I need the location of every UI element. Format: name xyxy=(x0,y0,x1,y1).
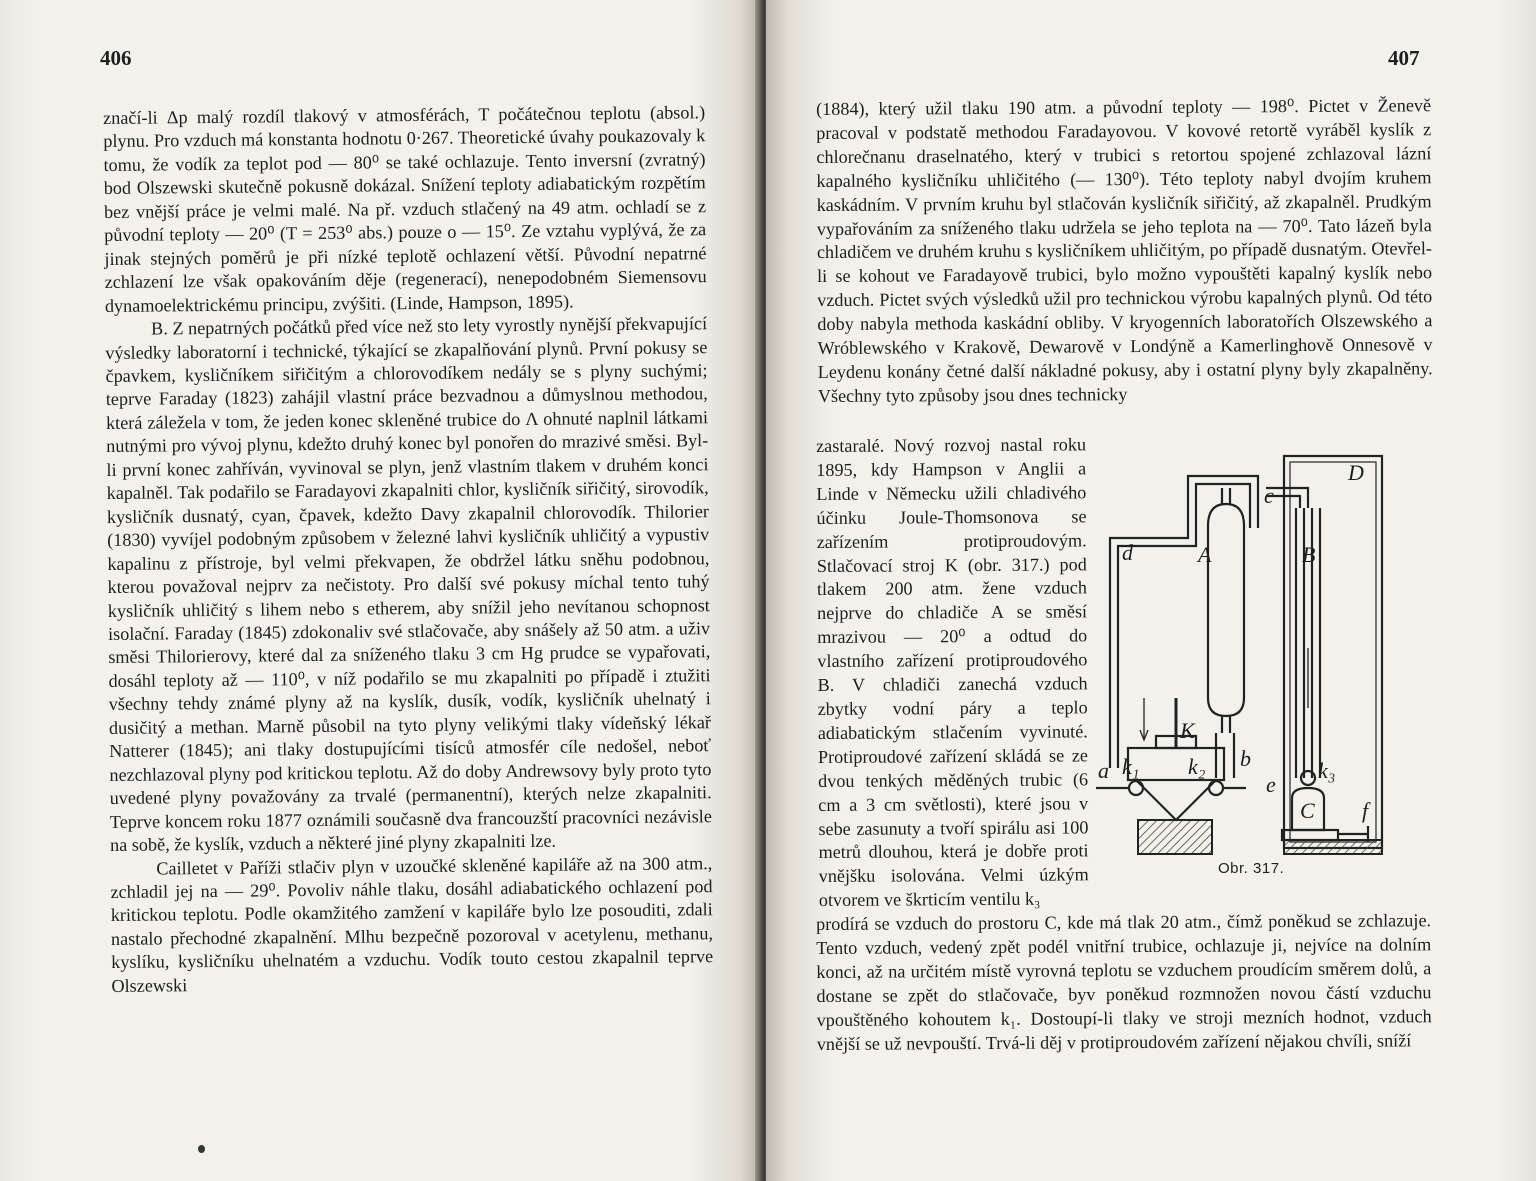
page-number: 407 xyxy=(1388,46,1420,70)
label-c-upper: C xyxy=(1300,798,1315,823)
label-b-lower: b xyxy=(1240,746,1251,771)
label-a-upper: A xyxy=(1198,542,1212,567)
figure-317-air-liquefaction-apparatus xyxy=(1096,448,1414,858)
label-k2: k₂ xyxy=(1188,754,1206,779)
paragraph: prodírá se vzduch do prostoru C, kde má tlak 20 atm., čímž poněkud se zchlazuje. Tento vzduch, vedený zpět podél vnitřní trubice, ochlazuje ji, nejvíce na dolním konci, až na určitém místě vyrovná teplotu se vzduchem proudícím směrem dolů, a dostane se zpět do stlačovače, byv poněkud rozmnožen novou částí vzduchu vpouštěného kohoutem k₁. Dostoupí-li tlaky ve stroji mezních hodnot, vzduch vnější se už nevpouští. Trvá-li děj v protiproudovém zařízení nějakou chvíli, sníží xyxy=(816,910,1432,1054)
page-number: 406 xyxy=(100,46,132,70)
paragraph: značí-li Δp malý rozdíl tlakový v atmosférách, T počátečnou teplotu (absol.) plynu. Pro vzduch má konstanta hodnotu 0·267. Theoretické úvahy poukazovaly k tomu, že vodík za teplot pod — 80⁰ se také ochlazuje. Tento inversní (zvratný) bod Olszewski skutečně pokusně dokázal. Snížení teploty adiabatickým rozpětím bez vnější práce je velmi malé. Na př. vzduch stlačený na 49 atm. ochladí se z původní teploty — 20⁰ (T = 253⁰ abs.) pouze o — 15⁰. Ze vztahu vyplývá, že za jinak stejných poměrů je při nízké teplotě ochlazení větší. Původní nepatrné zchlazení lze však opakováním děje (regenerací), nenepodobném Siemensovu dynamoelektrickému principu, zvýšiti. (Linde, Hampson, 1895). xyxy=(103,102,707,316)
paragraph: Cailletet v Paříži stlačiv plyn v uzoučké skleněné kapiláře až na 300 atm., zchladil jej na — 29⁰. Povoliv náhle tlaku, dosáhl adiabatického ochlazení pod kritickou teplotu. Podle okamžitého zamžení v kapiláře bylo lze posouditi, zdali nastalo přechodné zkapalnění. Mlhu bezpečně pozoroval v acetylenu, methanu, kyslíku, kysličníku uhelnatém a vzduchu. Vodík touto cestou zkapalnil teprve Olszewski xyxy=(110,852,714,996)
compressor-k xyxy=(1128,748,1224,780)
label-e: e xyxy=(1266,772,1276,797)
right-page-text-top xyxy=(816,94,1433,409)
paragraph: zastaralé. Nový rozvoj nastal roku 1895, kdy Hampson v Anglii a Linde v Německu užili chladivého účinku Joule-Thomsonova se zařízením protiproudovým. Stlačovací stroj K (obr. 317.) pod tlakem 200 atm. žene vzduch nejprve do chladiče A se směsí mrazivou — 20⁰ a odtud do vlastního zařízení protiproudového B. V chladiči zanechá vzduch zbytky vodní páry a teplo adiabatickým stlačením vyvinuté. Protiproudové zařízení skládá se ze dvou tenkých měděných trubic (6 cm a 3 cm světlosti), které jsou v sebe zasunuty a tvoří spirálu asi 100 metrů dlouhou, která je dobře proti vnějšku isolována. Velmi úzkým otvorem ve škrticím ventilu k₃ xyxy=(816,434,1089,911)
cooler-a xyxy=(1208,504,1244,716)
right-page-text-beside-figure xyxy=(816,433,1089,913)
right-page xyxy=(766,0,1536,1181)
label-k1: k₁ xyxy=(1122,754,1140,779)
label-k: K xyxy=(1180,718,1195,743)
left-page-text xyxy=(103,101,714,998)
valve-k2 xyxy=(1209,781,1223,795)
left-page xyxy=(0,0,760,1181)
ink-spot xyxy=(198,1145,205,1153)
valve-k1 xyxy=(1129,781,1143,795)
label-a-lower: a xyxy=(1098,758,1109,783)
label-b-upper: B xyxy=(1302,542,1316,567)
label-f: f xyxy=(1362,798,1369,823)
label-c-lower: c xyxy=(1264,483,1274,508)
label-k3: k₃ xyxy=(1318,758,1336,783)
paragraph: (1884), který užil tlaku 190 atm. a původní teploty — 198⁰. Pictet v Ženevě pracoval v podstatě methodou Faradayovou. V kovové retortě vyráběl kyslík z chlorečnanu draselnatého, který v trubici s retortou spojené zchlazoval lázní kapalného kysličníku uhličitého (— 130⁰). Této teploty nabyl dvojím kruhem kaskádním. V prvním kruhu byl stlačován kysličník siřičitý, až zkapalněl. Prudkým vypařováním za sníženého tlaku udržela se jeho teplota na — 70⁰. Tato lázeň byla chladičem ve druhém kruhu s kysličníkem uhličitým, po případě dusnatým. Otevřel-li se kohout ve Faradayově trubici, bylo možno vypouštěti kapalný kyslík nebo vzduch. Pictet svých výsledků užil pro technickou výrobu kapalných plynů. Od této doby nabyla methoda kaskádní obliby. V kryogenních laboratořích Olszewského a Wróblewského v Krakově, Dewarově v Londýně a Kamerlinghově Onnesově v Leydenu konány četné další nákladné pokusy, aby i ostatní plyny byly zkapalněny. Všechny tyto způsoby jsou dnes technicky xyxy=(816,95,1433,406)
paragraph: B. Z nepatrných počátků před více než sto lety vyrostly nynější překvapující výsledky laboratorní i technické, týkající se zkapalňování plynů. První pokusy se čpavkem, kysličníkem siřičitým a chlorovodíkem nedály se s plyny suchými; teprve Faraday (1823) zahájil vlastní práce bezvadnou a důmyslnou methodou, která záležela v tom, že jeden konec skleněné trubice do Λ ohnuté naplnil látkami nutnými pro vývoj plynu, kdežto druhý konec byl ponořen do mrazivé směsi. Byl-li první konec zahříván, vyvinoval se plyn, jenž vlastním tlakem v druhém konci kapalněl. Tak podařilo se Faradayovi zkapalniti chlor, kysličník siřičitý, sirovodík, kysličník dusnatý, cyan, čpavek, kdežto Davy zkapalnil chlorovodík. Thilorier (1830) vyvíjel podobným způsobem v železné lahvi kysličník uhličitý a vypustiv kapalinu z přístroje, byl velmi překvapen, že obdržel látku sněhu podobnou, kterou považoval nejprv za nečistoty. Pro další své pokusy míchal tento tuhý kysličník uhličitý s lihem nebo s etherem, aby snížil jeho nevítanou schopnost isolační. Faraday (1845) zdokonaliv své stlačovače, aby snášely až 50 atm. a uživ směsi Thilorierovy, které dal za sníženého tlaku 3 cm Hg prudce se vypařovati, dosáhl teploty až — 110⁰, v níž podařilo se mu zkapalniti po případě i ztužiti všechny tehdy známé plyny až na kyslík, dusík, vodík, kysličník uhelnatý i dusičitý a methan. Marně působil na tyto plyny velikými tlaky vídeňský lékař Natterer (1845); ani tlaky dostupujícími tisíců atmosfér cíle nedošel, neboť nezchlazoval plyny pod kritickou teplotu. Až do doby Andrewsovy byly proto tyto uvedené plyny považovány za trvalé (permanentní), kterých nelze zkapalniti. Teprve koncem roku 1877 oznámili současně dva francouzští pracovníci nezávisle na sobě, že kyslík, vzduch a některé jiné plyny zkapalniti lze. xyxy=(105,313,712,856)
right-page-text-bottom xyxy=(816,909,1432,1056)
label-d-upper: D xyxy=(1348,460,1364,485)
label-d-lower: d xyxy=(1122,540,1133,565)
figure-caption: Obr. 317. xyxy=(1218,860,1285,877)
